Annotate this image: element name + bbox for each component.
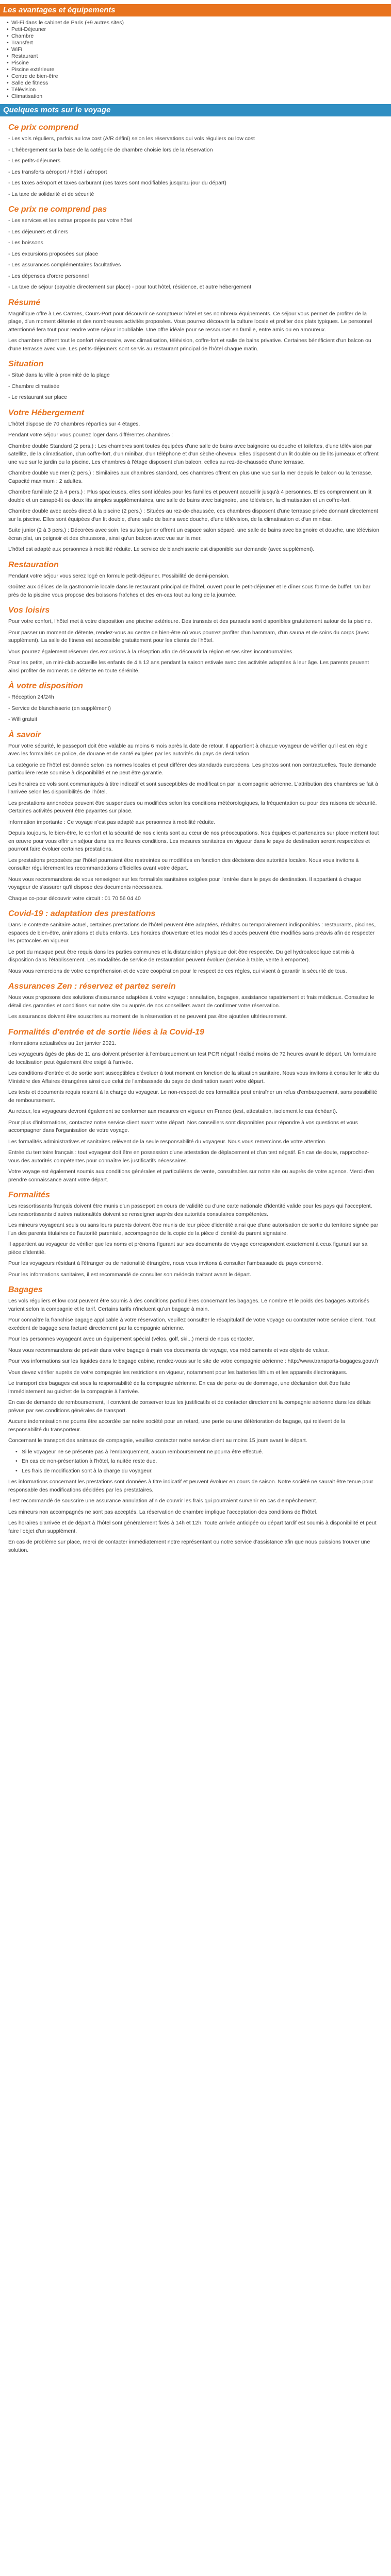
paragraph: Pour plus d'informations, contactez notre service client avant votre départ. Nos conseillers sont disponibles pour répondre à vos questions et vous accompagner dans l'organisation de votre voyage.	[8, 1119, 358, 1133]
paragraph: Goûtez aux délices de la gastronomie locale dans le restaurant principal de l'hôtel, ouvert pour le petit-déjeuner et le dîner sous forme de buffet. Un bar près de la piscine vous propose des boissons fraîches et des en-cas tout au long de la journée.	[8, 584, 371, 598]
paragraph: Il appartient au voyageur de vérifier que les noms et prénoms figurant sur ses documents de voyage correspondent exactement à ceux figurant sur sa pièce d'identité.	[8, 1241, 368, 1256]
service-item: • Piscine extérieure	[11, 66, 391, 73]
paragraph: - Les services et les extras proposés par votre hôtel	[8, 217, 133, 224]
services-title-bar: Les avantages et équipements	[0, 4, 391, 16]
section-heading: Situation	[8, 360, 44, 368]
paragraph: Les mineurs voyageant seuls ou sans leurs parents doivent être munis de leur pièce d'identité ainsi que d'une autorisation de sortie du territoire signée par l'un des parents titulaires de l'autorité parentale, accompagnée de la copie de la pièce d'identité du parent signataire.	[8, 1222, 379, 1236]
paragraph: Les horaires d'arrivée et de départ à l'hôtel sont généralement fixés à 14h et 12h. Toute arrivée anticipée ou départ tardif est soumis à disponibilité et peut faire l'objet d'un supplément.	[8, 1520, 377, 1534]
paragraph: Entrée du territoire français : tout voyageur doit être en possession d'une attestation de déplacement et d'un test négatif. En cas de doute, rapprochez-vous des autorités compétentes pour connaître les justificatifs nécessaires.	[8, 1149, 369, 1164]
paragraph: Chambre double avec accès direct à la piscine (2 pers.) : Situées au rez-de-chaussée, ces chambres disposent d'une terrasse privée donnant directement sur la piscine. Elles sont équipées d'un lit double, d'une salle de bains avec douche, d'une télévision, de la climatisation et d'un minibar.	[8, 508, 378, 522]
service-item: • Transfert	[11, 40, 391, 46]
paragraph: - Les excursions proposées sur place	[8, 250, 98, 257]
section-heading: À savoir	[8, 730, 41, 739]
paragraph: Votre voyage est également soumis aux conditions générales et particulières de vente, consultables sur notre site ou auprès de votre agence. Merci d'en prendre connaissance avant votre départ.	[8, 1168, 374, 1183]
section-heading: Votre Hébergement	[8, 408, 84, 417]
paragraph: L'hôtel est adapté aux personnes à mobilité réduite. Le service de blanchisserie est disponible sur demande (avec supplément).	[8, 546, 315, 552]
paragraph: Les assurances doivent être souscrites au moment de la réservation et ne peuvent pas être ajoutées ultérieurement.	[8, 1013, 287, 1020]
paragraph: Information importante : Ce voyage n'est pas adapté aux personnes à mobilité réduite.	[8, 819, 216, 825]
paragraph: Magnifique offre à Les Carmes, Cours-Port pour découvrir ce somptueux hôtel et ses nombreux équipements. Ce séjour vous permet de profiter de la plage, d'un moment détente et des nombreuses activités proposées. Vous pourrez découvrir la culture locale et profiter des plats typiques. Le personnel attentionné fera tout pour rendre votre séjour inoubliable. Une offre idéale pour se ressourcer en famille, entre amis ou en amoureux.	[8, 310, 372, 333]
policies-section	[0, 104, 391, 1554]
paragraph: Depuis toujours, le bien-être, le confort et la sécurité de nos clients sont au cœur de nos préoccupations. Nos équipes et partenaires sur place mettent tout en œuvre pour vous offrir un séjour dans les meilleures conditions. Les mesures sanitaires en vigueur dans le pays de destination seront respectées et pourront faire évoluer certaines prestations.	[8, 830, 379, 852]
paragraph: - Situé dans la ville à proximité de la plage	[8, 372, 110, 378]
section-heading: Ce prix ne comprend pas	[8, 205, 107, 214]
policies-content	[0, 123, 391, 1554]
paragraph: Les ressortissants français doivent être munis d'un passeport en cours de validité ou d'une carte nationale d'identité valide pour les pays qui l'acceptent. Les ressortissants d'autres nationalités doivent se renseigner auprès des autorités consulaires compétentes.	[8, 1203, 372, 1217]
paragraph: - L'hébergement sur la base de la catégorie de chambre choisie lors de la réservation	[8, 146, 213, 153]
section-heading: Formalités d'entrée et de sortie liées à la Covid-19	[8, 1027, 204, 1037]
paragraph: Les chambres offrent tout le confort nécessaire, avec climatisation, télévision, coffre-fort et salle de bains privative. Certaines bénéficient d'un balcon ou d'une terrasse avec vue. Les petits-déjeuners sont servis au restaurant principal de l'hôtel chaque matin.	[8, 337, 371, 352]
paragraph: Pour votre sécurité, le passeport doit être valable au moins 6 mois après la date de retour. Il appartient à chaque voyageur de vérifier qu'il est en règle avec les formalités de police, de douane et de santé exigées par les autorités du pays de destination.	[8, 742, 368, 757]
paragraph: En cas de problème sur place, merci de contacter immédiatement notre représentant ou notre service d'assistance afin que nous puissions trouver une solution.	[8, 1539, 370, 1553]
paragraph: - Service de blanchisserie (en supplément)	[8, 705, 111, 711]
paragraph: Informations actualisées au 1er janvier 2021.	[8, 1040, 116, 1046]
section-heading: Ce prix comprend	[8, 123, 79, 132]
paragraph: - Wifi gratuit	[8, 716, 38, 722]
service-item: • Télévision	[11, 87, 391, 93]
section-heading: À votre disposition	[8, 682, 83, 690]
section-heading: Assurances Zen : réservez et partez serein	[8, 982, 176, 991]
paragraph: Pour votre confort, l'hôtel met à votre disposition une piscine extérieure. Des transats et des parasols sont disponibles gratuitement autour de la piscine.	[8, 618, 372, 624]
paragraph: Nous vous recommandons de prévoir dans votre bagage à main vos documents de voyage, vos médicaments et vos objets de valeur.	[8, 1347, 329, 1353]
paragraph: Pour passer un moment de détente, rendez-vous au centre de bien-être où vous pourrez profiter d'un hammam, d'un sauna et de soins du corps (avec supplément). La salle de fitness est accessible gratuitement pour les clients de l'hôtel.	[8, 629, 369, 643]
paragraph: - Les taxes aéroport et taxes carburant (ces taxes sont modifiables jusqu'au jour du départ)	[8, 180, 226, 186]
conditions-list	[8, 1448, 380, 1476]
services-list	[0, 20, 391, 100]
paragraph: - Les transferts aéroport / hôtel / aéroport	[8, 168, 107, 175]
paragraph: Au retour, les voyageurs devront également se conformer aux mesures en vigueur en France (test, attestation, isolement le cas échéant).	[8, 1108, 337, 1114]
paragraph: Il est recommandé de souscrire une assurance annulation afin de couvrir les frais qui pourraient survenir en cas d'empêchement.	[8, 1498, 318, 1504]
section-heading: Restauration	[8, 560, 59, 569]
paragraph: Les formalités administratives et sanitaires relèvent de la seule responsabilité du voyageur. Nous vous remercions de votre attention.	[8, 1138, 327, 1145]
paragraph: Chaque co-pour découvrir votre circuit : 01 70 56 04 40	[8, 895, 141, 902]
paragraph: Pour les personnes voyageant avec un équipement spécial (vélos, golf, ski...) merci de nous contacter.	[8, 1336, 254, 1342]
section-heading: Covid-19 : adaptation des prestations	[8, 909, 156, 918]
paragraph: - Chambre climatisée	[8, 383, 60, 389]
paragraph: - Réception 24/24h	[8, 694, 54, 700]
section-heading: Bagages	[8, 1285, 43, 1294]
service-item: • Petit-Déjeuner	[11, 26, 391, 33]
paragraph: - La taxe de solidarité et de sécurité	[8, 191, 94, 197]
paragraph: Le port du masque peut être requis dans les parties communes et la distanciation physique doit être respectée. Du gel hydroalcoolique est mis à disposition dans l'établissement. Les modalités de service de restauration peuvent évoluer (service à table, vente à emporter).	[8, 948, 354, 963]
paragraph: Nous vous recommandons de vous renseigner sur les formalités sanitaires exigées pour l'entrée dans le pays de destination. Il appartient à chaque voyageur de s'assurer qu'il dispose des documents nécessaires.	[8, 876, 362, 890]
paragraph: Chambre double Standard (2 pers.) : Les chambres sont toutes équipées d'une salle de bains avec baignoire ou douche et toilettes, d'une télévision par satellite, de la climatisation, d'un coffre-fort, d'un minibar, d'un téléphone et d'un sèche-cheveux. Elles disposent d'un lit double ou de lits jumeaux et offrent une vue sur le jardin ou la piscine. Les chambres à l'étage disposent d'un balcon, celles au rez-de-chaussée d'une terrasse.	[8, 443, 379, 465]
section-heading: Formalités	[8, 1191, 50, 1199]
paragraph: Dans le contexte sanitaire actuel, certaines prestations de l'hôtel peuvent être adaptées, réduites ou temporairement indisponibles : restaurants, piscines, espaces de bien-être, animations et clubs enfants. Les horaires d'ouverture et les modalités d'accès peuvent être modifiés sans préavis afin de respecter les protocoles en vigueur.	[8, 922, 376, 944]
paragraph: Les horaires de vols sont communiqués à titre indicatif et sont susceptibles de modification par la compagnie aérienne. L'attribution des chambres se fait à l'arrivée selon les disponibilités de l'hôtel.	[8, 781, 378, 795]
service-item: • Centre de bien-être	[11, 73, 391, 80]
paragraph: Pour les voyageurs résidant à l'étranger ou de nationalité étrangère, nous vous invitons à consulter l'ambassade du pays concerné.	[8, 1260, 323, 1266]
paragraph: - Les petits-déjeuners	[8, 158, 60, 164]
policies-title-bar: Quelques mots sur le voyage	[0, 104, 391, 116]
service-item: • Wi-Fi dans le cabinet de Paris (+9 autres sites)	[11, 20, 391, 26]
paragraph: Pour les petits, un mini-club accueille les enfants de 4 à 12 ans pendant la saison estivale avec des activités adaptées à leur âge. Les parents peuvent ainsi profiter de moments de détente en toute sérénité.	[8, 659, 369, 674]
paragraph: L'hôtel dispose de 70 chambres réparties sur 4 étages.	[8, 420, 140, 427]
paragraph: Pour connaître la franchise bagage applicable à votre réservation, veuillez consulter le récapitulatif de votre voyage ou contacter notre service client. Tout excédent de bagage sera facturé directement par la compagnie aérienne.	[8, 1317, 376, 1331]
paragraph: Les mineurs non accompagnés ne sont pas acceptés. La réservation de chambre implique l'acceptation des conditions de l'hôtel.	[8, 1509, 318, 1515]
paragraph: Suite junior (2 à 3 pers.) : Décorées avec soin, les suites junior offrent un espace salon séparé, une salle de bains avec baignoire et douche, une télévision écran plat, un peignoir et des chaussons, ainsi qu'un balcon avec vue sur la mer.	[8, 527, 379, 541]
paragraph: Nous vous proposons des solutions d'assurance adaptées à votre voyage : annulation, bagages, assistance rapatriement et frais médicaux. Consultez le détail des garanties et conditions sur notre site ou auprès de nos conseillers avant de confirmer votre réservation.	[8, 994, 374, 1009]
section-heading: Résumé	[8, 298, 41, 307]
section-heading: Vos loisirs	[8, 606, 50, 615]
paragraph: Pour vos informations sur les liquides dans le bagage cabine, rendez-vous sur le site de votre compagnie aérienne : http://www.transports-bagages.gouv.fr	[8, 1358, 379, 1364]
paragraph: Pendant votre séjour vous serez logé en formule petit-déjeuner. Possibilité de demi-pension.	[8, 572, 230, 579]
paragraph: La catégorie de l'hôtel est donnée selon les normes locales et peut différer des standards européens. Les photos sont non contractuelles. Toute demande particulière reste soumise à disponibilité et ne peut être garantie.	[8, 761, 377, 776]
paragraph: Les vols réguliers et low cost peuvent être soumis à des conditions particulières concernant les bagages. Le nombre et le poids des bagages autorisés varient selon la compagnie et le tarif. Certains tarifs n'incluent qu'un bagage à main.	[8, 1298, 369, 1312]
paragraph: Concernant le transport des animaux de compagnie, veuillez contacter notre service client au moins 15 jours avant le départ.	[8, 1437, 307, 1444]
paragraph: Les informations concernant les prestations sont données à titre indicatif et peuvent évoluer en cours de saison. Notre société ne saurait être tenue pour responsable des modifications décidées par les prestataires.	[8, 1479, 373, 1493]
condition-item: • En cas de non-présentation à l'hôtel, la nuitée reste due.	[22, 1458, 380, 1466]
paragraph: Les prestations proposées par l'hôtel pourraient être restreintes ou modifiées en fonction des décisions des autorités locales. Nous vous invitons à consulter régulièrement les recommandations officielles avant votre départ.	[8, 857, 359, 871]
paragraph: - Le restaurant sur place	[8, 394, 67, 400]
services-section	[0, 4, 391, 100]
service-item: • Restaurant	[11, 53, 391, 60]
paragraph: Les tests et documents requis restent à la charge du voyageur. Le non-respect de ces formalités peut entraîner un refus d'embarquement, sans possibilité de remboursement.	[8, 1089, 378, 1104]
service-item: • WiFi	[11, 46, 391, 53]
paragraph: Vous pourrez également réserver des excursions à la réception afin de découvrir la région et ses sites incontournables.	[8, 648, 294, 655]
paragraph: Nous vous remercions de votre compréhension et de votre coopération pour le respect de ces règles, qui visent à garantir la sécurité de tous.	[8, 968, 347, 974]
paragraph: Aucune indemnisation ne pourra être accordée par notre société pour un retard, une perte ou une détérioration de bagage, qui relèvent de la responsabilité du transporteur.	[8, 1418, 346, 1433]
paragraph: En cas de demande de remboursement, il convient de conserver tous les justificatifs et de contacter directement la compagnie aérienne dans les délais prévus par ses conditions générales de transport.	[8, 1399, 371, 1414]
paragraph: - Les dépenses d'ordre personnel	[8, 273, 89, 279]
service-item: • Climatisation	[11, 93, 391, 100]
paragraph: Chambre double vue mer (2 pers.) : Similaires aux chambres standard, ces chambres offrent en plus une vue sur la mer depuis le balcon ou la terrasse. Capacité maximum : 2 adultes.	[8, 470, 372, 484]
condition-item: • Si le voyageur ne se présente pas à l'embarquement, aucun remboursement ne pourra être effectué.	[22, 1448, 380, 1456]
paragraph: Les prestations annoncées peuvent être suspendues ou modifiées selon les conditions météorologiques, la fréquentation ou pour des raisons de sécurité. Certaines activités peuvent être payantes sur place.	[8, 800, 377, 814]
paragraph: Les conditions d'entrée et de sortie sont susceptibles d'évoluer à tout moment en fonction de la situation sanitaire. Nous vous invitons à consulter le site du Ministère des Affaires étrangères ainsi que celui de l'ambassade du pays de destination avant votre départ.	[8, 1070, 380, 1084]
paragraph: - Les vols réguliers, parfois au low cost (A/R défini) selon les réservations qui vols réguliers ou low cost	[8, 135, 255, 142]
service-item: • Chambre	[11, 33, 391, 40]
paragraph: Vous devez vérifier auprès de votre compagnie les restrictions en vigueur, notamment pour les batteries lithium et les appareils électroniques.	[8, 1369, 348, 1376]
paragraph: - La taxe de séjour (payable directement sur place) - pour tout hôtel, résidence, et autre hébergement	[8, 284, 252, 290]
paragraph: - Les assurances complémentaires facultatives	[8, 262, 121, 268]
condition-item: • Les frais de modification sont à la charge du voyageur.	[22, 1467, 380, 1476]
service-item: • Salle de fitness	[11, 80, 391, 87]
paragraph: - Les déjeuners et dîners	[8, 228, 69, 235]
paragraph: Pendant votre séjour vous pourrez loger dans différentes chambres :	[8, 432, 173, 438]
paragraph: Pour les informations sanitaires, il est recommandé de consulter son médecin traitant avant le départ.	[8, 1271, 251, 1278]
service-item: • Piscine	[11, 60, 391, 66]
paragraph: Chambre familiale (2 à 4 pers.) : Plus spacieuses, elles sont idéales pour les familles et peuvent accueillir jusqu'à 4 personnes. Elles comprennent un lit double et un canapé-lit ou deux lits simples supplémentaires, une salle de bains avec baignoire, une télévision, la climatisation et un coffre-fort.	[8, 489, 372, 503]
paragraph: Le transport des bagages est sous la responsabilité de la compagnie aérienne. En cas de perte ou de dommage, une déclaration doit être faite immédiatement au guichet de la compagnie à l'arrivée.	[8, 1380, 351, 1395]
paragraph: - Les boissons	[8, 240, 43, 246]
paragraph: Les voyageurs âgés de plus de 11 ans doivent présenter à l'embarquement un test PCR négatif réalisé moins de 72 heures avant le départ. Un formulaire de localisation peut également être exigé à l'arrivée.	[8, 1051, 377, 1065]
